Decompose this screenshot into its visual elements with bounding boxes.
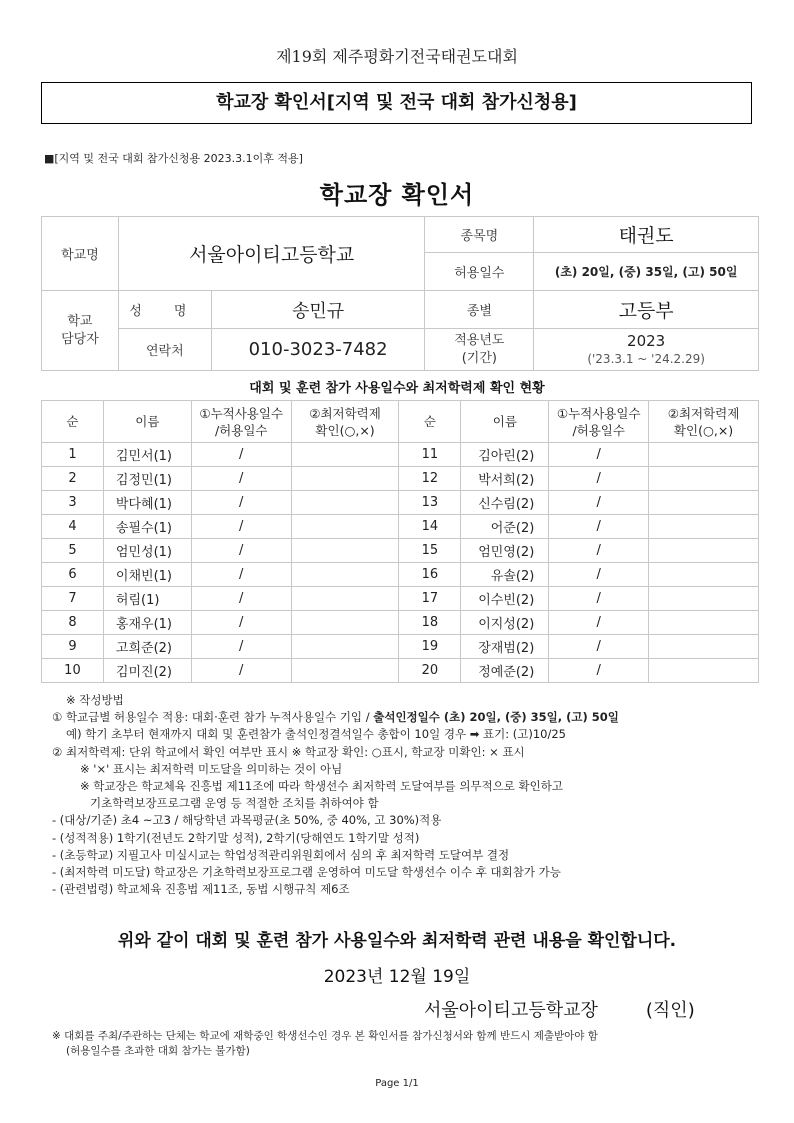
student-name: 엄민성(1): [103, 539, 191, 563]
page-number: Page 1/1: [375, 1078, 419, 1089]
division-label: 종별: [425, 291, 534, 329]
sport-value: 태권도: [534, 217, 759, 253]
school-value: 서울아이티고등학교: [118, 217, 425, 291]
section-title: 대회 및 훈련 참가 사용일수와 최저학력제 확인 현황: [249, 381, 545, 396]
guide-line-6: 기초학력보장프로그램 운영 등 적절한 조치를 취하여야 함: [90, 796, 379, 811]
check-cell: [291, 563, 399, 587]
days-cell: /: [549, 515, 649, 539]
division-value: 고등부: [534, 291, 759, 329]
table-row: [42, 539, 759, 563]
check-cell: [649, 467, 759, 491]
year-period: ('23.3.1 ~ '24.2.29): [587, 351, 705, 366]
row-no: 9: [42, 635, 104, 659]
table-row: [42, 611, 759, 635]
confirm-statement: 위와 같이 대회 및 훈련 참가 사용일수와 최저학력 관련 내용을 확인합니다.: [117, 931, 677, 951]
student-name: 엄민영(2): [461, 539, 549, 563]
student-name: 홍재우(1): [103, 611, 191, 635]
student-name: 김아린(2): [461, 443, 549, 467]
student-name: 고희준(2): [103, 635, 191, 659]
table-row: [42, 635, 759, 659]
sport-label: 종목명: [425, 217, 534, 253]
row-no: 12: [399, 467, 461, 491]
check-cell: [291, 611, 399, 635]
row-no: 17: [399, 587, 461, 611]
row-no: 10: [42, 659, 104, 683]
school-label: 학교명: [42, 217, 119, 291]
guide-line-1: [52, 709, 752, 726]
seal-mark: (직인): [645, 1000, 695, 1021]
check-cell: [649, 515, 759, 539]
check-cell: [649, 563, 759, 587]
student-name: 허림(1): [103, 587, 191, 611]
row-no: 6: [42, 563, 104, 587]
guide-section: [52, 692, 752, 898]
check-cell: [649, 587, 759, 611]
student-name: 정예준(2): [461, 659, 549, 683]
row-no: 1: [42, 443, 104, 467]
row-no: 2: [42, 467, 104, 491]
header-no: 순: [399, 401, 461, 443]
check-cell: [649, 491, 759, 515]
days-cell: /: [191, 491, 291, 515]
year-label: 적용년도 (기간): [425, 329, 534, 371]
days-cell: /: [191, 539, 291, 563]
row-no: 4: [42, 515, 104, 539]
student-name: 어준(2): [461, 515, 549, 539]
guide-line-1b: 출석인정일수 (초) 20일, (중) 35일, (고) 50일: [373, 710, 619, 725]
year-cell: [534, 329, 759, 371]
guide-line-3: ② 최저학력제: 단위 학교에서 확인 여부만 표시 ※ 학교장 확인: ○표시, 학교장 미확인: × 표시: [52, 744, 525, 759]
check-cell: [649, 443, 759, 467]
table-row: [42, 587, 759, 611]
table-row: [42, 491, 759, 515]
header-check: ②최저학력제 확인(○,×): [649, 401, 759, 443]
header-name: 이름: [103, 401, 191, 443]
staff-label: 학교 담당자: [42, 291, 119, 371]
check-cell: [649, 611, 759, 635]
header-name: 이름: [461, 401, 549, 443]
student-name: 김민서(1): [103, 443, 191, 467]
guide-line-9: - (초등학교) 지필고사 미실시교는 학업성적관리위원회에서 심의 후 최저학력 도달여부 결정: [52, 847, 510, 862]
days-cell: /: [191, 443, 291, 467]
days-cell: /: [549, 659, 649, 683]
roster-table: [41, 400, 759, 683]
school-info-table: [41, 216, 759, 371]
student-name: 김정민(1): [103, 467, 191, 491]
header-days: ①누적사용일수 /허용일수: [549, 401, 649, 443]
row-no: 20: [399, 659, 461, 683]
days-cell: /: [191, 467, 291, 491]
name-label: 성 명: [118, 291, 211, 329]
table-row: [42, 563, 759, 587]
days-cell: /: [191, 515, 291, 539]
table-row: [42, 443, 759, 467]
header-check: ②최저학력제 확인(○,×): [291, 401, 399, 443]
student-name: 송필수(1): [103, 515, 191, 539]
guide-line-2: 예) 학기 초부터 현재까지 대회 및 훈련참가 출석인정결석일수 총합이 10일 경우 ➡ 표기: (고)10/25: [66, 727, 566, 742]
student-name: 장재범(2): [461, 635, 549, 659]
guide-line-4: ※ '×' 표시는 최저학력 미도달을 의미하는 것이 아님: [80, 761, 343, 776]
check-cell: [291, 635, 399, 659]
guide-line-1a: ① 학교급별 허용일수 적용: 대회·훈련 참가 누적사용일수 기입 /: [52, 710, 374, 725]
footer-note-1: ※ 대회를 주최/주관하는 단체는 학교에 재학중인 학생선수인 경우 본 확인서를 참가신청서와 함께 반드시 제출받아야 함: [52, 1030, 598, 1042]
student-name: 신수림(2): [461, 491, 549, 515]
issue-date: 2023년 12월 19일: [323, 967, 471, 987]
student-name: 이지성(2): [461, 611, 549, 635]
form-title: 학교장 확인서: [319, 181, 475, 209]
student-name: 김미진(2): [103, 659, 191, 683]
check-cell: [291, 491, 399, 515]
student-name: 박다혜(1): [103, 491, 191, 515]
student-name: 이채빈(1): [103, 563, 191, 587]
row-no: 8: [42, 611, 104, 635]
row-no: 11: [399, 443, 461, 467]
event-title: 제19회 제주평화기전국태권도대회: [276, 47, 518, 66]
days-cell: /: [549, 491, 649, 515]
footer-notes: [52, 1029, 752, 1059]
days-label: 허용일수: [425, 253, 534, 291]
header-days: ①누적사용일수 /허용일수: [191, 401, 291, 443]
days-cell: /: [191, 563, 291, 587]
signer-block: [424, 996, 695, 1022]
year-value: 2023: [627, 331, 666, 350]
apply-note: ■[지역 및 전국 대회 참가신청용 2023.3.1이후 적용]: [44, 152, 303, 165]
signer-name: 서울아이티고등학교장: [424, 1000, 598, 1021]
contact-value: 010-3023-7482: [211, 329, 425, 371]
table-row: [42, 467, 759, 491]
days-cell: /: [191, 611, 291, 635]
row-no: 18: [399, 611, 461, 635]
check-cell: [291, 443, 399, 467]
row-no: 19: [399, 635, 461, 659]
check-cell: [291, 467, 399, 491]
days-cell: /: [549, 611, 649, 635]
check-cell: [291, 515, 399, 539]
guide-line-11: - (관련법령) 학교체육 진흥법 제11조, 동법 시행규칙 제6조: [52, 882, 350, 897]
guide-line-7: - (대상/기준) 초4 ~고3 / 해당학년 과목평균(초 50%, 중 40%, 고 30%)적용: [52, 813, 442, 828]
days-value: (초) 20일, (중) 35일, (고) 50일: [534, 253, 759, 291]
days-cell: /: [549, 467, 649, 491]
table-row: [42, 515, 759, 539]
days-cell: /: [549, 635, 649, 659]
check-cell: [291, 587, 399, 611]
check-cell: [649, 659, 759, 683]
guide-line-8: - (성적적용) 1학기(전년도 2학기말 성적), 2학기(당해연도 1학기말 성적): [52, 830, 420, 845]
student-name: 박서희(2): [461, 467, 549, 491]
document-title-box: 학교장 확인서[지역 및 전국 대회 참가신청용]: [41, 82, 752, 124]
student-name: 이수빈(2): [461, 587, 549, 611]
days-cell: /: [549, 443, 649, 467]
days-cell: /: [191, 587, 291, 611]
row-no: 15: [399, 539, 461, 563]
days-cell: /: [191, 635, 291, 659]
row-no: 5: [42, 539, 104, 563]
days-cell: /: [549, 587, 649, 611]
check-cell: [291, 539, 399, 563]
row-no: 13: [399, 491, 461, 515]
row-no: 3: [42, 491, 104, 515]
header-no: 순: [42, 401, 104, 443]
days-cell: /: [549, 563, 649, 587]
guide-line-10: - (최저학력 미도달) 학교장은 기초학력보장프로그램 운영하여 미도달 학생선수 이수 후 대회참가 가능: [52, 865, 561, 880]
row-no: 7: [42, 587, 104, 611]
check-cell: [649, 635, 759, 659]
check-cell: [291, 659, 399, 683]
guide-line-5: ※ 학교장은 학교체육 진흥법 제11조에 따라 학생선수 최저학력 도달여부를 의무적으로 확인하고: [80, 779, 563, 794]
row-no: 16: [399, 563, 461, 587]
days-cell: /: [191, 659, 291, 683]
check-cell: [649, 539, 759, 563]
days-cell: /: [549, 539, 649, 563]
table-row: [42, 659, 759, 683]
name-value: 송민규: [211, 291, 425, 329]
guide-heading: ※ 작성방법: [66, 693, 124, 707]
footer-note-2: (허용일수를 초과한 대회 참가는 불가함): [66, 1045, 250, 1057]
contact-label: 연락처: [118, 329, 211, 371]
student-name: 유솔(2): [461, 563, 549, 587]
row-no: 14: [399, 515, 461, 539]
